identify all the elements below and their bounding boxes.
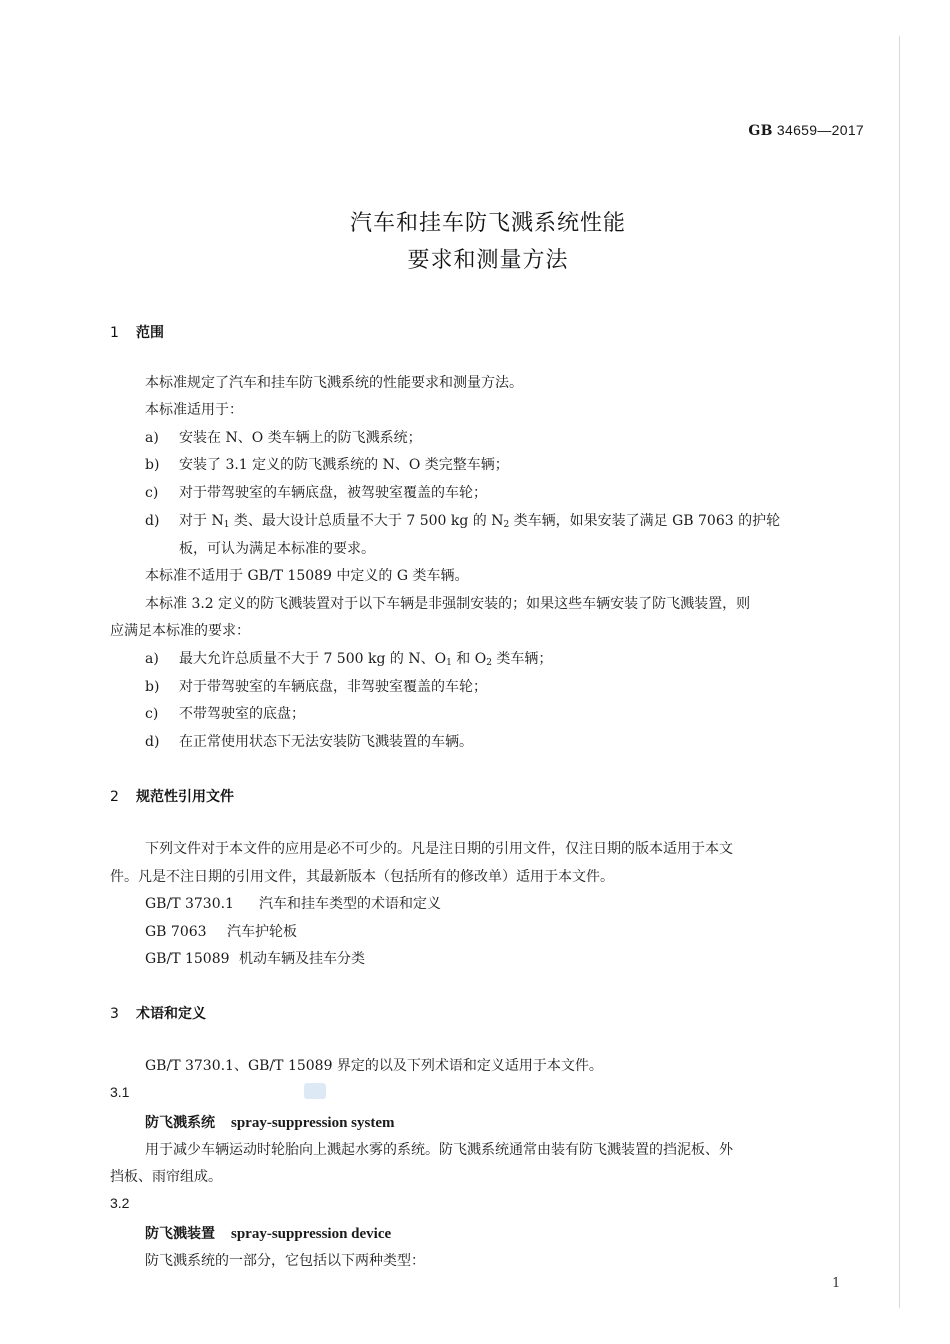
watermark-stamp [304, 1083, 326, 1099]
list-item: c) 不带驾驶室的底盘； [145, 706, 305, 722]
list-item: d) 在正常使用状态下无法安装防飞溅装置的车辆。 [145, 734, 473, 750]
section-3-heading: 3 术语和定义 [110, 1006, 206, 1022]
list-item: a) 安装在 N、O 类车辆上的防飞溅系统； [145, 430, 422, 446]
reference-entry: GB/T 3730.1 汽车和挂车类型的术语和定义 [145, 896, 441, 912]
list-item-continuation: 板，可认为满足本标准的要求。 [179, 541, 375, 557]
document-title-line2: 要求和测量方法 [407, 248, 569, 273]
section-3-paragraph: GB/T 3730.1、GB/T 15089 界定的以及下列术语和定义适用于本文件。 [145, 1058, 603, 1074]
section-1-paragraph: 本标准规定了汽车和挂车防飞溅系统的性能要求和测量方法。 [145, 375, 523, 391]
list-item: b) 对于带驾驶室的车辆底盘，非驾驶室覆盖的车轮； [145, 679, 487, 695]
list-item: c) 对于带驾驶室的车辆底盘，被驾驶室覆盖的车轮； [145, 485, 487, 501]
standard-number: GB 34659—2017 [748, 122, 864, 139]
list-item: d) 对于 $N_1$ 类、最大设计总质量不大于 7 500 kg 的 $N_2$ 类车辆，如果安装了满足 GB 7063 的护轮 [145, 513, 781, 530]
term-definition-cont: 挡板、雨帘组成。 [110, 1169, 222, 1185]
term-heading: 防飞溅系统 spray-suppression system [145, 1115, 395, 1131]
term-definition: 防飞溅系统的一部分，它包括以下两种类型： [145, 1253, 425, 1269]
section-1-paragraph-cont: 应满足本标准的要求： [110, 623, 250, 639]
reference-entry: GB 7063 汽车护轮板 [145, 924, 297, 940]
term-definition: 用于减少车辆运动时轮胎向上溅起水雾的系统。防飞溅系统通常由装有防飞溅装置的挡泥板、外 [145, 1142, 733, 1158]
document-title-line1: 汽车和挂车防飞溅系统性能 [349, 211, 626, 236]
section-1-paragraph: 本标准 3.2 定义的防飞溅装置对于以下车辆是非强制安装的；如果这些车辆安装了防飞溅装置，则 [145, 596, 751, 612]
section-1-heading: 1 范围 [110, 325, 164, 341]
page-number: 1 [832, 1276, 841, 1291]
section-2-paragraph: 下列文件对于本文件的应用是必不可少的。凡是注日期的引用文件，仅注日期的版本适用于本文 [145, 841, 733, 857]
clause-number: 3.2 [110, 1195, 130, 1211]
reference-entry: GB/T 15089 机动车辆及挂车分类 [145, 951, 365, 967]
list-item: a) 最大允许总质量不大于 7 500 kg 的 N、$O_1$ 和 $O_2$ 类车辆； [145, 651, 553, 668]
section-2-paragraph-cont: 件。凡是不注日期的引用文件，其最新版本（包括所有的修改单）适用于本文件。 [110, 869, 614, 885]
section-1-paragraph: 本标准不适用于 GB/T 15089 中定义的 G 类车辆。 [145, 568, 469, 584]
clause-number: 3.1 [110, 1084, 130, 1100]
section-2-heading: 2 规范性引用文件 [110, 789, 234, 805]
list-item: b) 安装了 3.1 定义的防飞溅系统的 N、O 类完整车辆； [145, 457, 509, 473]
section-1-paragraph: 本标准适用于： [145, 402, 243, 418]
term-heading: 防飞溅装置 spray-suppression device [145, 1226, 392, 1242]
